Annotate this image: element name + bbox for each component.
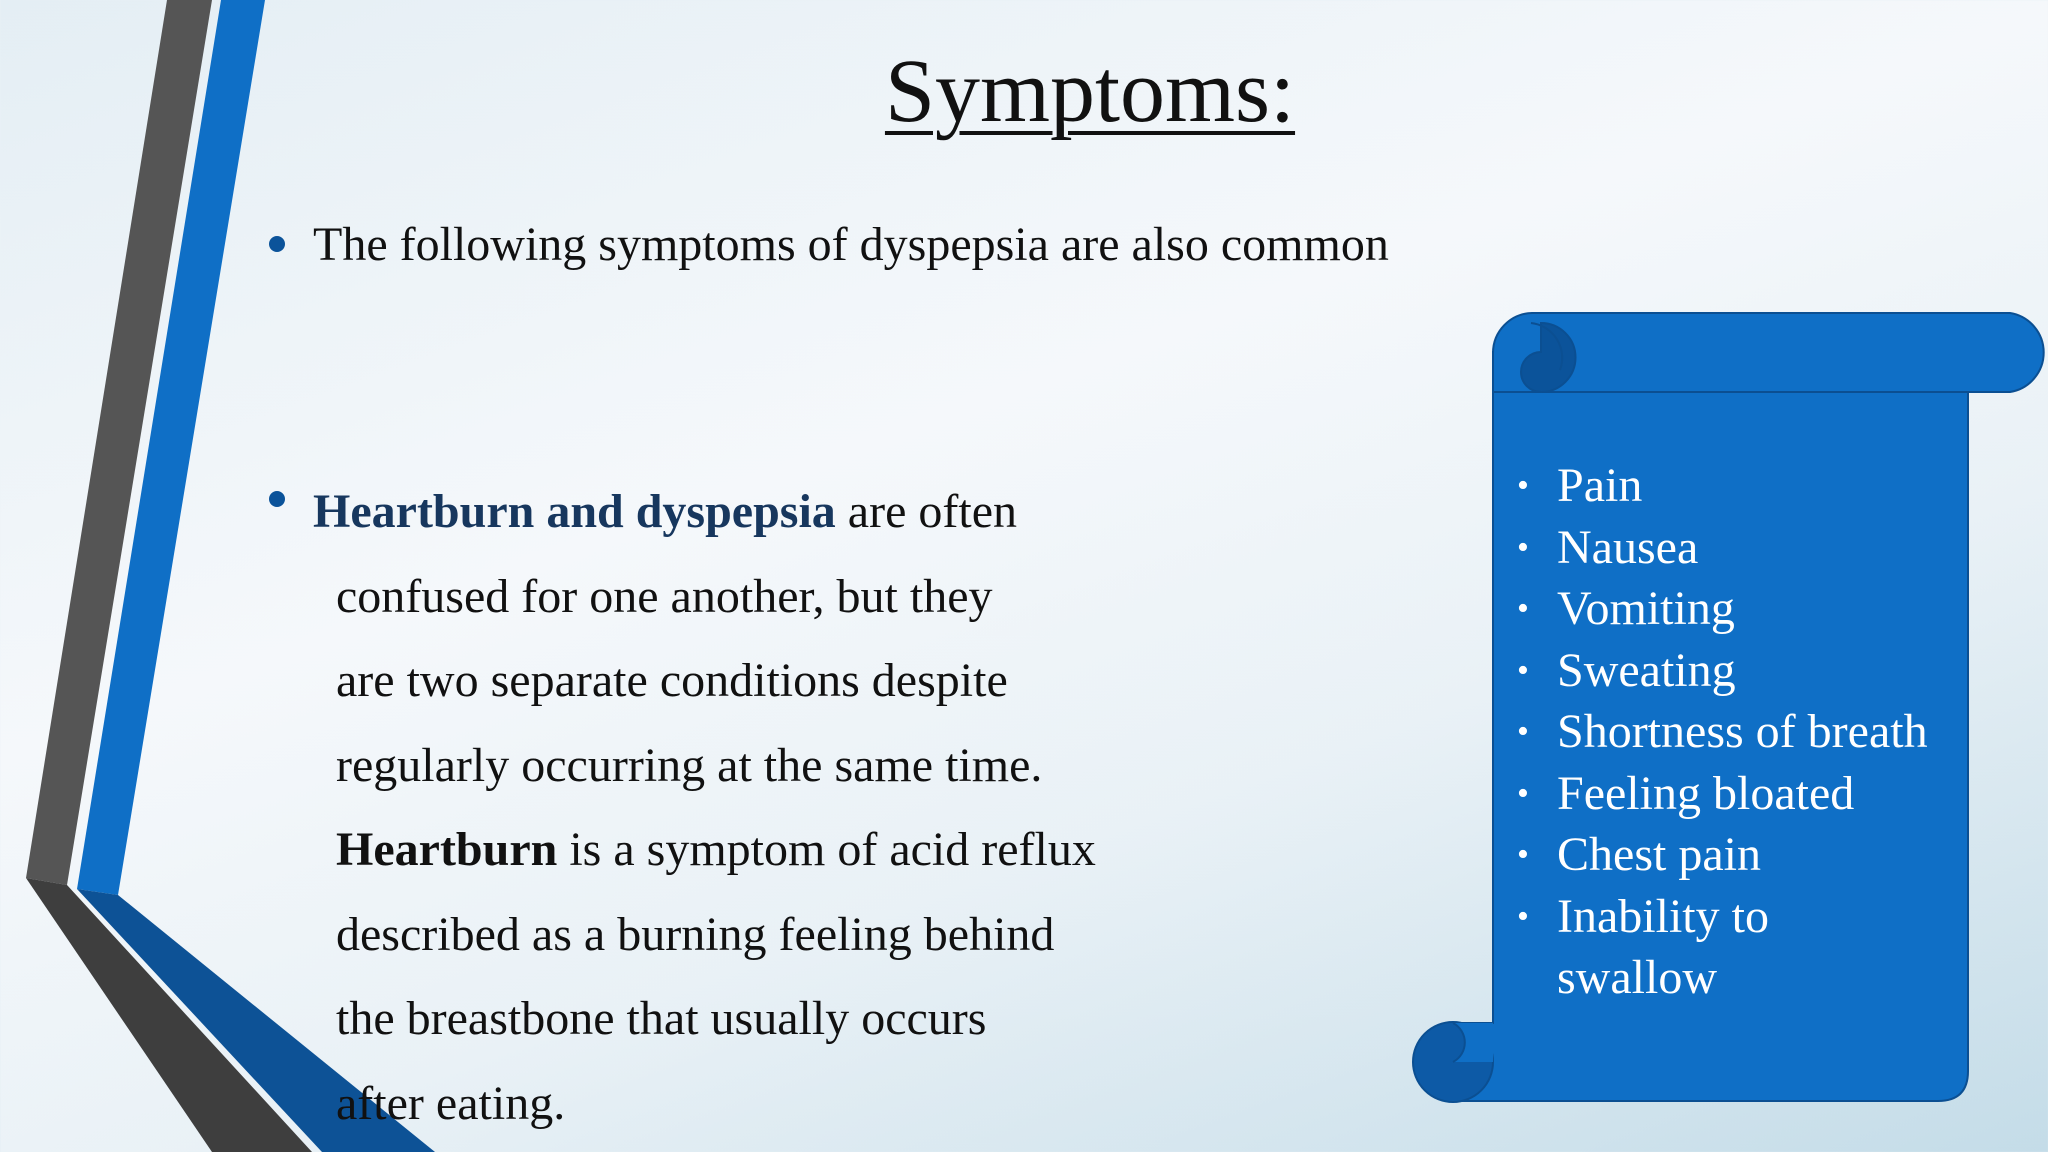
symptom-label: Feeling bloated [1557, 766, 1855, 820]
bold-lead: Heartburn and dyspepsia [313, 485, 836, 538]
paragraph-line: the breastbone that usually occurs [336, 992, 987, 1045]
bullet-icon [269, 491, 285, 507]
paragraph-line: are two separate conditions despite [336, 654, 1008, 707]
symptom-label: Vomiting [1557, 582, 1735, 635]
symptom-item [1517, 763, 1928, 825]
bullet-heartburn-paragraph [313, 470, 1213, 1146]
symptom-item [1517, 455, 1928, 517]
heartburn-rest: is a symptom of acid reflux [557, 823, 1096, 876]
bullet-icon: • [1517, 467, 1529, 504]
bullet-icon: • [1517, 528, 1529, 566]
symptom-item [1517, 701, 1928, 763]
bullet-icon: • [1517, 836, 1529, 873]
lead-rest: are often [835, 485, 1018, 538]
symptom-item [1517, 517, 1928, 579]
paragraph-line: regularly occurring at the same time. [336, 738, 1043, 792]
symptom-item [1517, 578, 1928, 640]
symptom-label: Nausea [1557, 520, 1699, 574]
symptom-list [1517, 455, 1928, 1009]
symptom-label: Pain [1557, 459, 1643, 512]
symptom-item [1517, 824, 1928, 886]
bullet-icon: • [1517, 651, 1529, 689]
symptom-label: Sweating [1557, 643, 1736, 697]
bullet-icon [269, 236, 285, 252]
gray-band-lower [26, 878, 312, 1152]
symptom-label: Chest pain [1557, 828, 1761, 881]
slide-title: Symptoms: [884, 42, 1296, 141]
bullet-icon: • [1517, 590, 1529, 627]
paragraph-line: described as a burning feeling behind [336, 907, 1055, 961]
symptom-label: Shortness of breath [1557, 705, 1928, 758]
bold-heartburn: Heartburn [336, 823, 558, 876]
symptom-label: Inability to [1557, 889, 1769, 943]
bullet-intro-text: The following symptoms of dyspepsia are also common [313, 218, 1389, 271]
bullet-icon: • [1517, 774, 1529, 812]
symptom-item-continuation: swallow [1557, 951, 1717, 1004]
bullet-icon: • [1517, 713, 1529, 750]
symptom-item [1517, 640, 1928, 702]
symptom-item [1517, 886, 1928, 948]
paragraph-line: after eating. [336, 1076, 566, 1130]
bullet-icon: • [1517, 897, 1529, 935]
paragraph-line: confused for one another, but they [336, 569, 993, 623]
